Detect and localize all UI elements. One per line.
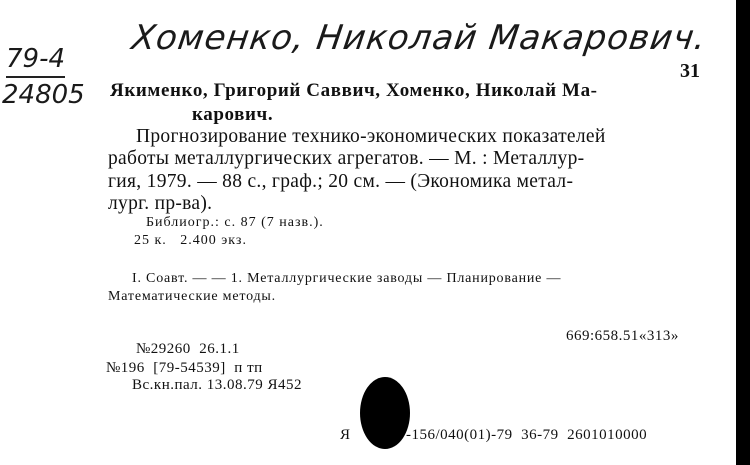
registration-number: №29260 26.1.1 — [136, 341, 240, 357]
book-chamber-line: Вс.кн.пал. 13.08.79 Я452 — [132, 377, 303, 393]
bibliography-note: Библиогр.: с. 87 (7 назв.). — [146, 215, 324, 230]
udc-classification: 669:658.51«313» — [566, 328, 679, 344]
code-prefix: Я — [340, 427, 351, 443]
order-number: №196 [79-54539] п тп — [106, 360, 263, 376]
code-suffix: -156/040(01)-79 36-79 2601010000 — [406, 427, 648, 443]
description-line-1: Прогнозирование технико-экономических показателей — [136, 126, 606, 147]
handwritten-code-top: 79-4 — [6, 44, 65, 78]
price-print-run: 25 к. 2.400 экз. — [134, 233, 247, 248]
description-line-3: гия, 1979. — 88 с., граф.; 20 см. — (Экономика метал- — [108, 171, 574, 192]
handwritten-author-name: Хоменко, Николай Макарович. — [129, 18, 710, 58]
subject-headings-line-2: Математические методы. — [108, 289, 276, 304]
subject-headings-line-1: I. Соавт. — — 1. Металлургические заводы — Планирование — — [132, 271, 562, 286]
description-line-2: работы металлургических агрегатов. — М. : Металлур- — [108, 148, 585, 169]
scan-edge-right — [736, 0, 750, 465]
card-number: 31 — [680, 60, 700, 82]
authors-heading-line-1: Якименко, Григорий Саввич, Хоменко, Николай Ма- — [110, 80, 598, 101]
handwritten-code-bottom: 24805 — [2, 80, 85, 110]
authors-heading-line-2: карович. — [192, 104, 274, 125]
punch-hole — [360, 377, 410, 449]
description-line-4: лург. пр-ва). — [108, 193, 213, 214]
